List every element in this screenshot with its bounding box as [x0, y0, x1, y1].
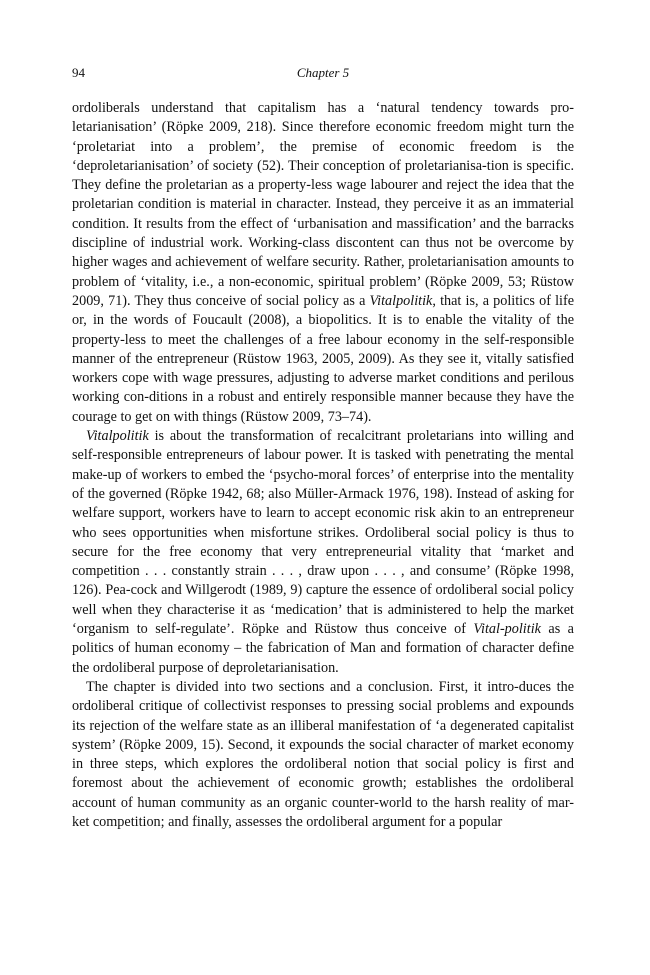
paragraph-text: , that is, a politics of life or, in the words of Foucault (2008), a biopolitics. It is to enable the vitality of the property-less to meet the challenges of a free labour economy in the self-responsible manner of the entrepreneur (Rüstow 1963, 2005, 2009). As they see it, vitally satisfied workers cope with wage pressures, adjusting to adverse market conditions and perilous working con-ditions in a robust and entirely responsible manner because they have the courage to get on with things (Rüstow 2009, 73–74).: [72, 292, 574, 425]
italic-term: Vital-politik: [473, 621, 541, 638]
chapter-title: Chapter 5: [296, 65, 350, 80]
paragraph-text: as a politics of human economy – the fabrication of Man and formation of character define the ordoliberal purpose of deproletarianisation.: [72, 621, 574, 676]
paragraph-2: [72, 427, 574, 678]
italic-term: Vitalpolitik: [369, 292, 433, 309]
running-head: [72, 62, 574, 84]
italic-term: Vitalpolitik: [86, 428, 149, 445]
body-text: [72, 99, 574, 832]
paragraph-text: ordoliberals understand that capitalism has a ‘natural tendency towards pro-letarianisation’ (Röpke 2009, 218). Since therefore economic freedom might turn the ‘proletariat into a problem’, the premise of economic freedom is the ‘deproletarianisation’ of society (52). Their conception of proletarianisa-tion is specific. They define the proletarian as a property-less wage labourer and reject the idea that the proletarian condition is material in character. Instead, they perceive it as an immaterial condition. It results from the effect of ‘urbanisation and massification’ and the barracks discipline of industrial work. Working-class discontent can thus not be overcome by higher wages and achievement of welfare security. Rather, proletarianisation amounts to problem of ‘vitality, i.e., a non-economic, spiritual problem’ (Röpke 2009, 53; Rüstow 2009, 71). They thus conceive of social policy as a: [72, 100, 574, 309]
page-number: 94: [72, 65, 85, 80]
book-page: [72, 62, 574, 832]
paragraph-3: [72, 678, 574, 832]
paragraph-text: is about the transformation of recalcitrant proletarians into willing and self-responsible entrepreneurs of labour power. It is tasked with penetrating the mental make-up of workers to embed the ‘psycho-moral forces’ of enterprise into the mentality of the governed (Röpke 1942, 68; also Müller-Armack 1976, 198). Instead of asking for welfare support, workers have to learn to accept economic risk akin to an entrepreneur who sees opportunities when misfortune strikes. Ordoliberal social policy is thus to secure for the free economy that very entrepreneurial vitality that ‘market and competition . . . constantly strain . . . , draw upon . . . , and consume’ (Röpke 1998, 126). Pea-cock and Willgerodt (1989, 9) capture the essence of ordoliberal social policy well when they characterise it as ‘medication’ that is administered to help the market ‘organism to self-regulate’. Röpke and Rüstow thus conceive of: [72, 428, 574, 638]
paragraph-text: The chapter is divided into two sections and a conclusion. First, it intro-duces the ordoliberal critique of collectivist responses to pressing social problems and expounds its rejection of the welfare state as an illiberal manifestation of ‘a degenerated capitalist system’ (Röpke 2009, 15). Second, it expounds the social character of market economy in three steps, which explores the ordoliberal notion that social policy is first and foremost about the achievement of economic growth; establishes the ordoliberal account of human community as an organic counter-world to the harsh reality of mar-ket competition; and finally, assesses the ordoliberal argument for a popular: [72, 678, 574, 830]
paragraph-1: [72, 99, 574, 427]
